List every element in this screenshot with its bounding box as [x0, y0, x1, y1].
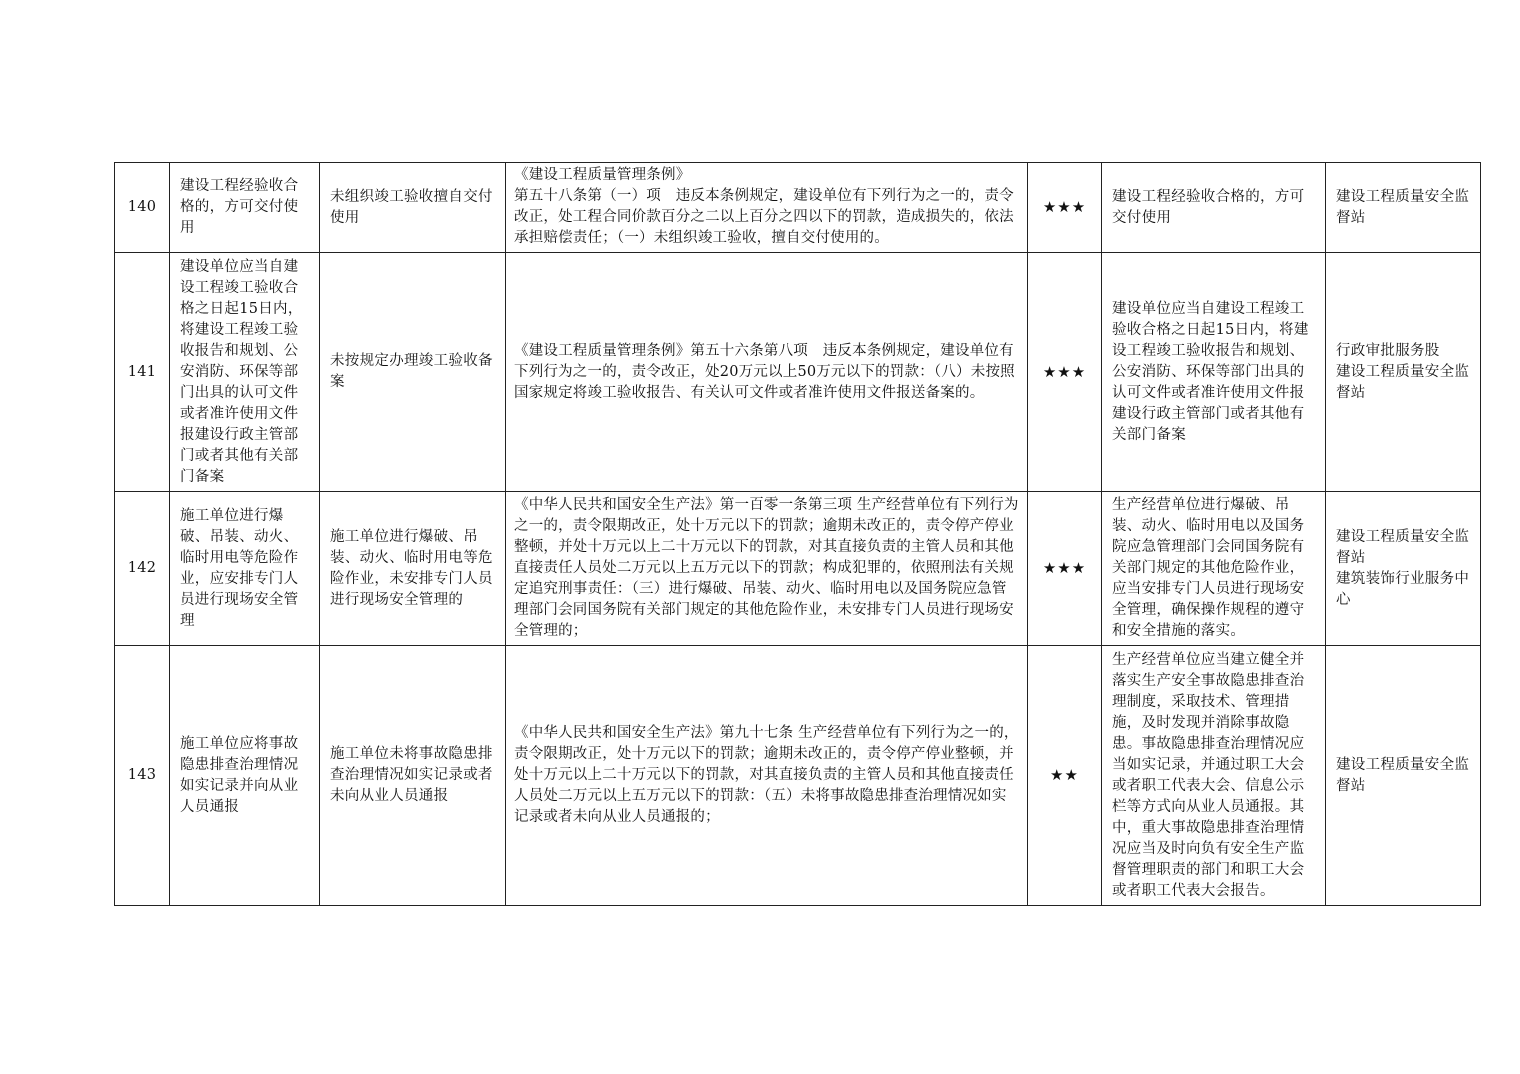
- legal-basis: [506, 492, 1028, 646]
- legal-basis: [506, 646, 1028, 906]
- department-name: 建筑装饰行业服务中心: [1336, 570, 1470, 608]
- regulated-matter: 施工单位进行爆破、吊装、动火、临时用电等危险作业，应安排专门人员进行现场安全管理: [170, 492, 320, 646]
- violation-description: 施工单位未将事故隐患排查治理情况如实记录或者未向从业人员通报: [320, 646, 506, 906]
- item-number: 142: [115, 492, 170, 646]
- table-row: [115, 163, 1481, 253]
- compliance-standard: 建设单位应当自建设工程竣工验收合格之日起15日内，将建设工程竣工验收报告和规划、公安消防、环保等部门出具的认可文件或者准许使用文件报建设行政主管部门或者其他有关部门备案: [1102, 253, 1326, 492]
- compliance-standard: 生产经营单位进行爆破、吊装、动火、临时用电以及国务院应急管理部门会同国务院有关部门规定的其他危险作业，应当安排专门人员进行现场安全管理，确保操作规程的遵守和安全措施的落实。: [1102, 492, 1326, 646]
- legal-basis-text: 第五十八条第（一）项 违反本条例规定，建设单位有下列行为之一的，责令改正，处工程合同价款百分之二以上百分之四以下的罚款，造成损失的，依法承担赔偿责任；（一）未组织竣工验收，擅自交付使用的。: [514, 188, 1014, 246]
- item-number: 140: [115, 163, 170, 253]
- enforcement-table: [114, 162, 1481, 906]
- violation-description: 未组织竣工验收擅自交付使用: [320, 163, 506, 253]
- legal-basis-text: 《中华人民共和国安全生产法》第一百零一条第三项 生产经营单位有下列行为之一的，责令限期改正，处十万元以下的罚款；逾期未改正的，责令停产停业整顿，并处十万元以上二十万元以下的罚款，对其直接负责的主管人员和其他直接责任人员处二万元以上五万元以下的罚款；构成犯罪的，依照刑法有关规定追究刑事责任：（三）进行爆破、吊装、动火、临时用电以及国务院应急管理部门会同国务院有关部门规定的其他危险作业，未安排专门人员进行现场安全管理的；: [514, 497, 1019, 639]
- table-row: [115, 492, 1481, 646]
- responsible-departments: [1326, 163, 1481, 253]
- regulated-matter: 施工单位应将事故隐患排查治理情况如实记录并向从业人员通报: [170, 646, 320, 906]
- violation-description: 施工单位进行爆破、吊装、动火、临时用电等危险作业，未安排专门人员进行现场安全管理的: [320, 492, 506, 646]
- responsible-departments: [1326, 492, 1481, 646]
- severity-stars: ★★: [1028, 646, 1102, 906]
- responsible-departments: [1326, 646, 1481, 906]
- item-number: 141: [115, 253, 170, 492]
- table-row: [115, 253, 1481, 492]
- regulated-matter: 建设工程经验收合格的，方可交付使用: [170, 163, 320, 253]
- department-name: 建设工程质量安全监督站: [1336, 756, 1470, 794]
- legal-basis-title: 《建设工程质量管理条例》: [514, 167, 691, 183]
- legal-basis: [506, 253, 1028, 492]
- violation-description: 未按规定办理竣工验收备案: [320, 253, 506, 492]
- compliance-standard: 建设工程经验收合格的，方可交付使用: [1102, 163, 1326, 253]
- legal-basis: [506, 163, 1028, 253]
- severity-stars: ★★★: [1028, 163, 1102, 253]
- severity-stars: ★★★: [1028, 253, 1102, 492]
- table-row: [115, 646, 1481, 906]
- legal-basis-text: 《建设工程质量管理条例》第五十六条第八项 违反本条例规定，建设单位有下列行为之一的，责令改正，处20万元以上50万元以下的罚款：（八）未按照国家规定将竣工验收报告、有关认可文件或者准许使用文件报送备案的。: [514, 342, 1015, 401]
- item-number: 143: [115, 646, 170, 906]
- responsible-departments: [1326, 253, 1481, 492]
- severity-stars: ★★★: [1028, 492, 1102, 646]
- compliance-standard: 生产经营单位应当建立健全并落实生产安全事故隐患排查治理制度，采取技术、管理措施，及时发现并消除事故隐患。事故隐患排查治理情况应当如实记录，并通过职工大会或者职工代表大会、信息公示栏等方式向从业人员通报。其中，重大事故隐患排查治理情况应当及时向负有安全生产监督管理职责的部门和职工大会或者职工代表大会报告。: [1102, 646, 1326, 906]
- department-name: 建设工程质量安全监督站: [1336, 363, 1470, 401]
- regulated-matter: 建设单位应当自建设工程竣工验收合格之日起15日内，将建设工程竣工验收报告和规划、公安消防、环保等部门出具的认可文件或者准许使用文件报建设行政主管部门或者其他有关部门备案: [170, 253, 320, 492]
- department-name: 建设工程质量安全监督站: [1336, 188, 1470, 226]
- legal-basis-text: 《中华人民共和国安全生产法》第九十七条 生产经营单位有下列行为之一的，责令限期改正，处十万元以下的罚款；逾期未改正的，责令停产停业整顿，并处十万元以上二十万元以下的罚款，对其直接负责的主管人员和其他直接责任人员处二万元以上五万元以下的罚款：（五）未将事故隐患排查治理情况如实记录或者未向从业人员通报的；: [514, 725, 1019, 825]
- department-name: 建设工程质量安全监督站: [1336, 528, 1470, 566]
- department-name: 行政审批服务股: [1336, 342, 1440, 359]
